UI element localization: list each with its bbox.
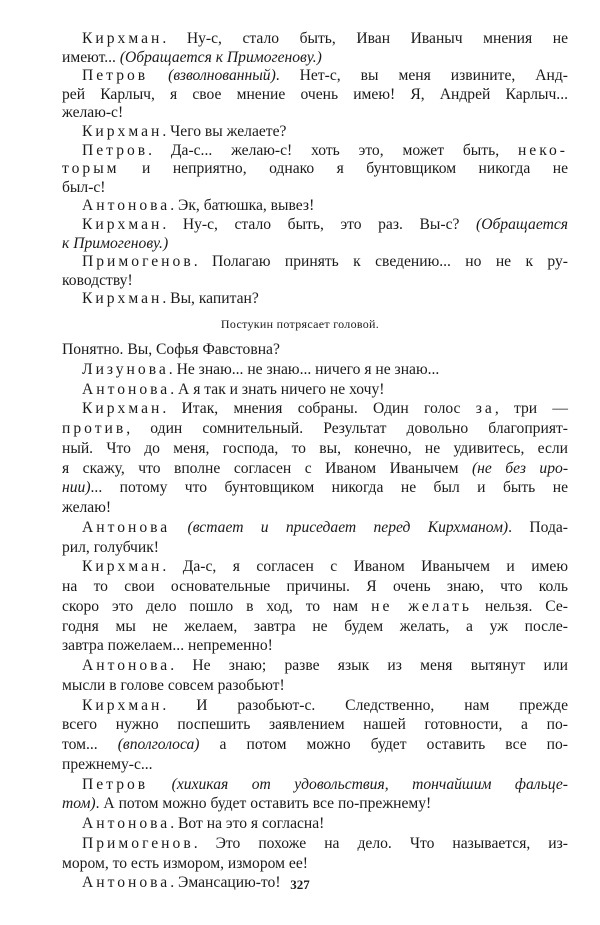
dialogue-text: . А потом можно будет оставить все по-прежнему!	[95, 795, 432, 813]
text-line	[62, 86, 568, 105]
italic-remark: (взволнованный)	[168, 67, 276, 85]
text-line	[62, 235, 568, 254]
dialogue-text: , три —	[494, 400, 568, 418]
dialogue-text: . Итак, мнения собраны. Один голос	[162, 400, 476, 418]
dialogue-text: на то свои основательные причины. Я очень знаю, что коль	[62, 578, 568, 595]
text-line	[62, 160, 568, 179]
dialogue-text: . Ну-с, стало быть, это раз. Вы-с?	[162, 215, 476, 233]
text-line	[62, 498, 568, 518]
text-line	[62, 380, 568, 400]
text-line	[62, 538, 568, 558]
speaker-name: Примогенов	[82, 253, 194, 271]
text-line	[62, 49, 568, 68]
dialogue-text: . Не знаю; разве язык из меня вытянут или	[170, 657, 568, 674]
speaker-name: Антонова	[82, 657, 171, 674]
dialogue-text: , один сомнительный. Результат довольно благоприят-	[126, 420, 568, 437]
speaker-name: Кирхман	[82, 400, 163, 418]
dialogue-text: . Эмансацию-то!	[170, 874, 281, 892]
speaker-name: Кирхман	[82, 215, 163, 233]
text-line	[62, 459, 568, 479]
text-line	[62, 834, 568, 854]
text-line	[62, 216, 568, 235]
dialogue-text: ный. Что до меня, господа, то вы, конечно, не удивитесь, если	[62, 439, 568, 457]
dialogue-text: нельзя. Се-	[472, 597, 568, 615]
text-line	[62, 253, 568, 272]
dialogue-text: . Нет-с, вы меня извините, Анд-	[275, 67, 568, 85]
italic-remark: (вполголоса)	[117, 736, 200, 753]
text-line	[62, 735, 568, 755]
dialogue-text: а потом можно будет оставить все по-	[199, 736, 568, 753]
page-number: 327	[290, 877, 310, 892]
dialogue-text: . И разобьют-с. Следственно, нам прежде	[162, 696, 568, 714]
dialogue-text: всего нужно поспешить заявлением нашей готовности, а по-	[62, 716, 568, 734]
italic-remark: (встает и приседает перед Кирхманом)	[187, 518, 509, 536]
text-line	[62, 197, 568, 216]
text-line	[62, 775, 568, 795]
speaker-name: торым	[62, 160, 120, 178]
dialogue-text: ... потому что бунтовщиком никогда не был и быть не	[90, 479, 568, 497]
speaker-name: Антонова	[82, 197, 171, 215]
speaker-name: Кирхман	[82, 558, 163, 576]
speaker-name: Антонова	[82, 874, 171, 892]
text-block-top	[62, 30, 568, 309]
dialogue-text: . Ну-с, стало быть, Иван Иваныч мнения не	[162, 30, 568, 47]
dialogue-text: завтра пожелаем... непременно!	[62, 637, 273, 655]
dialogue-text: имеют...	[62, 48, 120, 66]
speaker-name: Петров	[82, 67, 149, 85]
speaker-name: не желать	[371, 597, 473, 615]
text-line	[62, 794, 568, 814]
text-line	[62, 290, 568, 309]
text-line	[62, 272, 568, 291]
dialogue-text: . Эк, батюшка, вывез!	[170, 197, 315, 215]
text-line	[62, 360, 568, 380]
text-block-bottom	[62, 340, 568, 893]
dialogue-text: рил, голубчик!	[62, 538, 159, 556]
text-line	[62, 557, 568, 577]
dialogue-text: годня мы не желаем, завтра не будем желать, а уж после-	[62, 617, 568, 635]
italic-remark: (Обращается	[476, 215, 568, 233]
dialogue-text: . Вы, капитан?	[162, 290, 259, 308]
speaker-name: Кирхман	[82, 696, 163, 714]
italic-remark: нии)	[62, 479, 91, 497]
dialogue-text: том...	[62, 736, 118, 753]
text-line	[62, 104, 568, 123]
dialogue-text: . Пода-	[508, 518, 568, 536]
dialogue-text: был-с!	[62, 178, 106, 196]
dialogue-text	[148, 67, 168, 84]
speaker-name: Кирхман	[82, 290, 163, 308]
dialogue-text	[148, 776, 172, 793]
dialogue-text: . Не знаю... не знаю... ничего я не знаю...	[168, 360, 440, 378]
text-line	[62, 179, 568, 198]
text-line	[62, 419, 568, 439]
text-line	[62, 478, 568, 498]
speaker-name: Антонова	[82, 380, 171, 398]
dialogue-text: желаю-с!	[62, 104, 124, 122]
dialogue-text: . Это похоже на дело. Что называется, из-	[193, 834, 568, 852]
text-line	[62, 617, 568, 637]
text-line	[62, 854, 568, 874]
dialogue-text: мором, то есть измором, измором ее!	[62, 854, 308, 872]
speaker-name: Кирхман	[82, 30, 163, 47]
dialogue-text: . А я так и знать ничего не хочу!	[170, 380, 385, 398]
dialogue-text: я скажу, что вполне согласен с Иваном Иванычем	[62, 459, 472, 477]
text-line	[62, 715, 568, 735]
dialogue-text: . Вот на это я согласна!	[170, 815, 325, 832]
text-line	[62, 696, 568, 716]
text-line	[62, 123, 568, 142]
italic-remark: (хихикая от удовольствия, тончайшим фальце-	[171, 775, 568, 793]
speaker-name: за	[475, 400, 495, 418]
text-line	[62, 142, 568, 161]
dialogue-text: и неприятно, однако я бунтовщиком никогда не	[119, 160, 568, 178]
text-line	[62, 577, 568, 597]
italic-remark: к Примогенову.)	[62, 234, 169, 252]
italic-remark: (Обращается к Примогенову.)	[119, 48, 322, 66]
dialogue-text: ководству!	[62, 271, 133, 289]
italic-remark: (не без иро-	[471, 459, 569, 477]
text-line	[62, 399, 568, 419]
dialogue-text	[170, 519, 187, 536]
dialogue-text: желаю!	[62, 499, 112, 516]
dialogue-text: . Да-с, я согласен с Иваном Иванычем и имею	[162, 558, 568, 576]
text-line	[62, 439, 568, 459]
dialogue-text: рей Карлыч, я свое мнение очень имею! Я, Андрей Карлыч...	[62, 85, 568, 103]
text-line	[62, 656, 568, 676]
dialogue-text: мысли в голове совсем разобьют!	[62, 676, 285, 694]
text-line	[62, 597, 568, 617]
dialogue-text: . Да-с... желаю-с! хоть это, может быть,	[148, 141, 518, 159]
text-line	[62, 340, 568, 360]
speaker-name: против	[62, 420, 127, 437]
text-line	[62, 676, 568, 696]
speaker-name: Петров	[82, 775, 149, 793]
dialogue-text: . Полагаю принять к сведению... но не к ру-	[193, 253, 568, 271]
text-line	[62, 518, 568, 538]
italic-remark: том)	[62, 795, 96, 813]
speaker-name: Лизунова	[82, 360, 169, 378]
dialogue-text: скоро это дело пошло в ход, то нам	[62, 597, 372, 615]
text-line	[62, 755, 568, 775]
speaker-name: Антонова	[82, 815, 171, 832]
dialogue-text: прежнему-с...	[62, 755, 153, 773]
speaker-name: Кирхман	[82, 122, 163, 140]
text-line	[62, 67, 568, 86]
dialogue-text: Понятно. Вы, Софья Фавстовна?	[62, 341, 280, 358]
speaker-name: Примогенов	[82, 834, 194, 852]
speaker-name: неко-	[517, 141, 568, 159]
text-line	[62, 814, 568, 834]
speaker-name: Петров	[82, 141, 149, 159]
speaker-name: Антонова	[82, 518, 171, 536]
text-line	[62, 636, 568, 656]
text-line	[62, 30, 568, 49]
stage-direction: Постукин потрясает головой.	[220, 317, 380, 331]
dialogue-text: . Чего вы желаете?	[162, 122, 287, 140]
